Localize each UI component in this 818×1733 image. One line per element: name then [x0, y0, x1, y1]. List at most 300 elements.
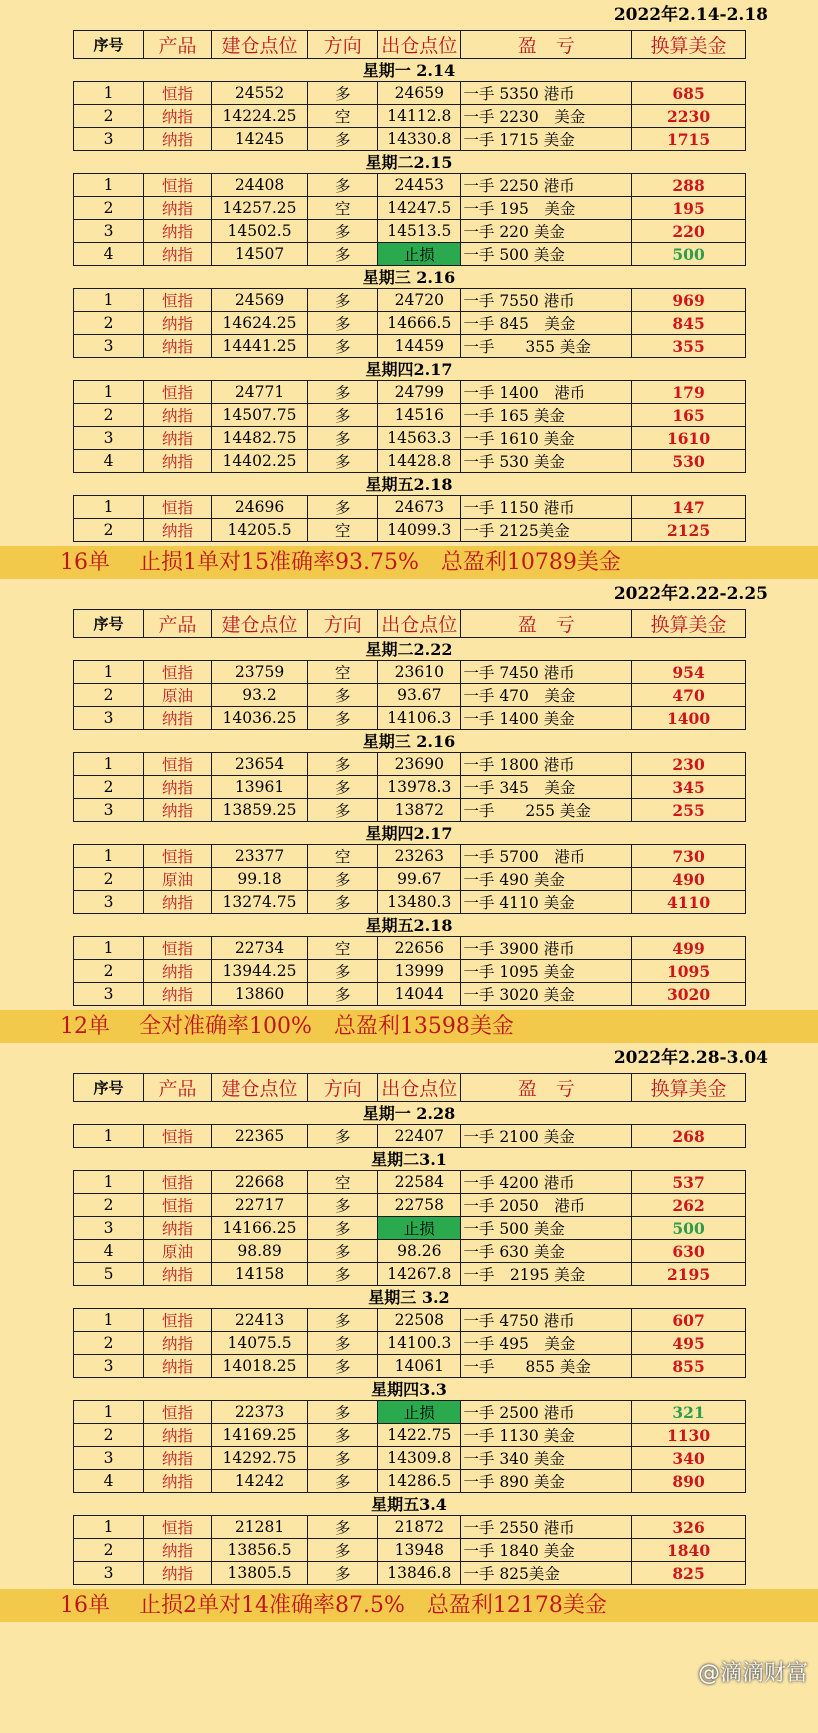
usd-cell: 969 [632, 289, 746, 312]
usd-cell: 685 [632, 82, 746, 105]
seq-cell: 3 [74, 1562, 144, 1585]
day-title: 星期一 2.14 [362, 61, 456, 80]
pl-cell: 一手 1400 美金 [461, 707, 632, 730]
trade-row [74, 128, 746, 151]
week-summary: 12单 全对准确率100% 总盈利13598美金 [0, 1010, 818, 1043]
usd-cell: 230 [632, 753, 746, 776]
usd-cell: 288 [632, 174, 746, 197]
trade-row [74, 1309, 746, 1332]
entry-cell: 14482.75 [211, 427, 307, 450]
seq-cell: 2 [74, 1424, 144, 1447]
seq-cell: 1 [74, 1125, 144, 1148]
entry-cell: 22413 [211, 1309, 307, 1332]
trade-row [74, 404, 746, 427]
day-title: 星期二2.15 [365, 153, 453, 172]
usd-cell: 825 [632, 1562, 746, 1585]
column-header: 盈 亏 [461, 610, 632, 638]
exit-cell: 23263 [378, 845, 461, 868]
trade-row [74, 1240, 746, 1263]
usd-cell: 355 [632, 335, 746, 358]
trade-row [74, 661, 746, 684]
direction-cell: 多 [308, 450, 378, 473]
week-summary: 16单 止损2单对14准确率87.5% 总盈利12178美金 [0, 1589, 818, 1622]
trade-row [74, 1125, 746, 1148]
product-cell: 恒指 [144, 1401, 212, 1424]
column-header: 出仓点位 [378, 1074, 461, 1102]
seq-cell: 3 [74, 220, 144, 243]
product-cell: 纳指 [144, 450, 212, 473]
day-table [73, 1170, 746, 1286]
direction-cell: 多 [308, 1309, 378, 1332]
entry-cell: 13961 [211, 776, 307, 799]
pl-cell: 一手 890 美金 [461, 1470, 632, 1493]
usd-cell: 255 [632, 799, 746, 822]
usd-cell: 1715 [632, 128, 746, 151]
exit-cell: 13872 [378, 799, 461, 822]
trade-row [74, 1217, 746, 1240]
usd-cell: 1840 [632, 1539, 746, 1562]
usd-cell: 4110 [632, 891, 746, 914]
pl-cell: 一手 3900 港币 [461, 937, 632, 960]
entry-cell: 14242 [211, 1470, 307, 1493]
usd-cell: 490 [632, 868, 746, 891]
entry-cell: 13805.5 [211, 1562, 307, 1585]
day-table [73, 173, 746, 266]
product-cell: 纳指 [144, 1470, 212, 1493]
day-title: 星期三 3.2 [368, 1288, 450, 1307]
entry-cell: 14158 [211, 1263, 307, 1286]
direction-cell: 多 [308, 1424, 378, 1447]
direction-cell: 多 [308, 128, 378, 151]
usd-cell: 220 [632, 220, 746, 243]
pl-cell: 一手 220 美金 [461, 220, 632, 243]
direction-cell: 多 [308, 1355, 378, 1378]
product-cell: 纳指 [144, 983, 212, 1006]
watermark: @滴滴财富 [697, 1661, 808, 1686]
usd-cell: 607 [632, 1309, 746, 1332]
trade-row [74, 1355, 746, 1378]
direction-cell: 多 [308, 1217, 378, 1240]
day-title: 星期四2.17 [365, 824, 453, 843]
day-title: 星期三 2.16 [362, 732, 456, 751]
trade-row [74, 983, 746, 1006]
product-cell: 恒指 [144, 1309, 212, 1332]
trade-row [74, 197, 746, 220]
week-section [0, 1043, 818, 1622]
seq-cell: 3 [74, 128, 144, 151]
column-header: 建仓点位 [211, 31, 307, 59]
product-cell: 纳指 [144, 1539, 212, 1562]
direction-cell: 多 [308, 312, 378, 335]
trade-row [74, 1401, 746, 1424]
trade-row [74, 105, 746, 128]
direction-cell: 多 [308, 1562, 378, 1585]
trade-row [74, 1424, 746, 1447]
pl-cell: 一手 1715 美金 [461, 128, 632, 151]
seq-cell: 1 [74, 845, 144, 868]
entry-cell: 21281 [211, 1516, 307, 1539]
direction-cell: 多 [308, 983, 378, 1006]
seq-cell: 2 [74, 960, 144, 983]
pl-cell: 一手 5350 港币 [461, 82, 632, 105]
exit-cell: 13999 [378, 960, 461, 983]
exit-cell: 93.67 [378, 684, 461, 707]
pl-cell: 一手 490 美金 [461, 868, 632, 891]
trade-row [74, 937, 746, 960]
column-header: 方向 [308, 1074, 378, 1102]
entry-cell: 22365 [211, 1125, 307, 1148]
day-table [73, 1400, 746, 1493]
exit-cell: 23610 [378, 661, 461, 684]
pl-cell: 一手 500 美金 [461, 243, 632, 266]
day-table [73, 81, 746, 151]
exit-cell: 14563.3 [378, 427, 461, 450]
pl-cell: 一手 5700 港币 [461, 845, 632, 868]
usd-cell: 268 [632, 1125, 746, 1148]
direction-cell: 多 [308, 799, 378, 822]
usd-cell: 195 [632, 197, 746, 220]
product-cell: 恒指 [144, 174, 212, 197]
product-cell: 恒指 [144, 937, 212, 960]
trade-row [74, 868, 746, 891]
entry-cell: 24552 [211, 82, 307, 105]
product-cell: 纳指 [144, 335, 212, 358]
trade-row [74, 1562, 746, 1585]
entry-cell: 23759 [211, 661, 307, 684]
entry-cell: 24408 [211, 174, 307, 197]
usd-cell: 1130 [632, 1424, 746, 1447]
seq-cell: 5 [74, 1263, 144, 1286]
pl-cell: 一手 7550 港币 [461, 289, 632, 312]
direction-cell: 多 [308, 427, 378, 450]
seq-cell: 4 [74, 1470, 144, 1493]
product-cell: 纳指 [144, 1447, 212, 1470]
entry-cell: 98.89 [211, 1240, 307, 1263]
pl-cell: 一手 1150 港币 [461, 496, 632, 519]
direction-cell: 多 [308, 496, 378, 519]
direction-cell: 多 [308, 1539, 378, 1562]
product-cell: 恒指 [144, 1171, 212, 1194]
seq-cell: 3 [74, 1447, 144, 1470]
exit-cell: 止损 [378, 243, 461, 266]
exit-cell: 13480.3 [378, 891, 461, 914]
column-header: 方向 [308, 31, 378, 59]
entry-cell: 24771 [211, 381, 307, 404]
pl-cell: 一手 2550 港币 [461, 1516, 632, 1539]
pl-cell: 一手 340 美金 [461, 1447, 632, 1470]
product-cell: 纳指 [144, 312, 212, 335]
entry-cell: 93.2 [211, 684, 307, 707]
direction-cell: 空 [308, 845, 378, 868]
entry-cell: 24696 [211, 496, 307, 519]
usd-cell: 500 [632, 243, 746, 266]
usd-cell: 340 [632, 1447, 746, 1470]
exit-cell: 14428.8 [378, 450, 461, 473]
pl-cell: 一手 4750 港币 [461, 1309, 632, 1332]
usd-cell: 470 [632, 684, 746, 707]
direction-cell: 多 [308, 220, 378, 243]
seq-cell: 1 [74, 289, 144, 312]
pl-cell: 一手 345 美金 [461, 776, 632, 799]
exit-cell: 1422.75 [378, 1424, 461, 1447]
seq-cell: 3 [74, 1355, 144, 1378]
entry-cell: 23654 [211, 753, 307, 776]
direction-cell: 多 [308, 960, 378, 983]
exit-cell: 22758 [378, 1194, 461, 1217]
pl-cell: 一手 2500 港币 [461, 1401, 632, 1424]
seq-cell: 4 [74, 1240, 144, 1263]
product-cell: 纳指 [144, 1355, 212, 1378]
week-section [0, 579, 818, 1043]
exit-cell: 24720 [378, 289, 461, 312]
seq-cell: 2 [74, 868, 144, 891]
entry-cell: 14507 [211, 243, 307, 266]
exit-cell: 14516 [378, 404, 461, 427]
entry-cell: 22734 [211, 937, 307, 960]
exit-cell: 13948 [378, 1539, 461, 1562]
pl-cell: 一手 825美金 [461, 1562, 632, 1585]
pl-cell: 一手 1095 美金 [461, 960, 632, 983]
usd-cell: 499 [632, 937, 746, 960]
pl-cell: 一手 165 美金 [461, 404, 632, 427]
entry-cell: 14441.25 [211, 335, 307, 358]
direction-cell: 多 [308, 381, 378, 404]
exit-cell: 止损 [378, 1217, 461, 1240]
direction-cell: 多 [308, 243, 378, 266]
pl-cell: 一手 470 美金 [461, 684, 632, 707]
product-cell: 纳指 [144, 799, 212, 822]
direction-cell: 多 [308, 776, 378, 799]
usd-cell: 345 [632, 776, 746, 799]
entry-cell: 14018.25 [211, 1355, 307, 1378]
day-title: 星期五3.4 [371, 1495, 447, 1514]
pl-cell: 一手 355 美金 [461, 335, 632, 358]
usd-cell: 845 [632, 312, 746, 335]
seq-cell: 1 [74, 661, 144, 684]
day-table [73, 288, 746, 358]
product-cell: 恒指 [144, 496, 212, 519]
day-table [73, 844, 746, 914]
seq-cell: 3 [74, 983, 144, 1006]
column-header: 出仓点位 [378, 610, 461, 638]
product-cell: 纳指 [144, 197, 212, 220]
trade-row [74, 1171, 746, 1194]
direction-cell: 多 [308, 289, 378, 312]
pl-cell: 一手 4200 港币 [461, 1171, 632, 1194]
trade-row [74, 381, 746, 404]
product-cell: 纳指 [144, 105, 212, 128]
day-title: 星期四3.3 [371, 1380, 447, 1399]
seq-cell: 2 [74, 105, 144, 128]
trade-row [74, 289, 746, 312]
seq-cell: 2 [74, 519, 144, 542]
product-cell: 纳指 [144, 427, 212, 450]
product-cell: 纳指 [144, 891, 212, 914]
trade-row [74, 1516, 746, 1539]
usd-cell: 954 [632, 661, 746, 684]
exit-cell: 14247.5 [378, 197, 461, 220]
product-cell: 纳指 [144, 776, 212, 799]
exit-cell: 24673 [378, 496, 461, 519]
product-cell: 原油 [144, 1240, 212, 1263]
trade-row [74, 496, 746, 519]
product-cell: 纳指 [144, 1217, 212, 1240]
pl-cell: 一手 530 美金 [461, 450, 632, 473]
trade-row [74, 1447, 746, 1470]
day-title: 星期五2.18 [365, 916, 453, 935]
entry-cell: 22717 [211, 1194, 307, 1217]
seq-cell: 4 [74, 243, 144, 266]
trade-row [74, 1332, 746, 1355]
seq-cell: 1 [74, 82, 144, 105]
day-table [73, 936, 746, 1006]
seq-cell: 2 [74, 1332, 144, 1355]
pl-cell: 一手 2050 港币 [461, 1194, 632, 1217]
seq-cell: 3 [74, 335, 144, 358]
entry-cell: 14205.5 [211, 519, 307, 542]
product-cell: 纳指 [144, 1424, 212, 1447]
seq-cell: 3 [74, 891, 144, 914]
seq-cell: 2 [74, 404, 144, 427]
direction-cell: 多 [308, 1470, 378, 1493]
pl-cell: 一手 195 美金 [461, 197, 632, 220]
exit-cell: 22656 [378, 937, 461, 960]
direction-cell: 空 [308, 661, 378, 684]
seq-cell: 2 [74, 197, 144, 220]
column-header: 建仓点位 [211, 1074, 307, 1102]
pl-cell: 一手 7450 港币 [461, 661, 632, 684]
direction-cell: 多 [308, 707, 378, 730]
column-header: 换算美金 [632, 610, 746, 638]
entry-cell: 14502.5 [211, 220, 307, 243]
direction-cell: 多 [308, 868, 378, 891]
seq-cell: 3 [74, 427, 144, 450]
seq-cell: 1 [74, 1516, 144, 1539]
product-cell: 纳指 [144, 1562, 212, 1585]
seq-cell: 1 [74, 381, 144, 404]
seq-cell: 1 [74, 753, 144, 776]
day-title: 星期三 2.16 [362, 268, 456, 287]
seq-cell: 2 [74, 312, 144, 335]
day-table [73, 1515, 746, 1585]
usd-cell: 262 [632, 1194, 746, 1217]
day-table [73, 1124, 746, 1148]
trade-row [74, 82, 746, 105]
usd-cell: 730 [632, 845, 746, 868]
exit-cell: 98.26 [378, 1240, 461, 1263]
trade-row [74, 1539, 746, 1562]
usd-cell: 2195 [632, 1263, 746, 1286]
exit-cell: 22584 [378, 1171, 461, 1194]
exit-cell: 21872 [378, 1516, 461, 1539]
exit-cell: 99.67 [378, 868, 461, 891]
day-table [73, 1308, 746, 1378]
trade-row [74, 335, 746, 358]
trade-row [74, 519, 746, 542]
product-cell: 纳指 [144, 707, 212, 730]
trade-row [74, 450, 746, 473]
product-cell: 恒指 [144, 1194, 212, 1217]
product-cell: 恒指 [144, 845, 212, 868]
direction-cell: 多 [308, 335, 378, 358]
day-title: 星期二2.22 [365, 640, 453, 659]
entry-cell: 13944.25 [211, 960, 307, 983]
usd-cell: 1095 [632, 960, 746, 983]
pl-cell: 一手 1610 美金 [461, 427, 632, 450]
direction-cell: 空 [308, 1171, 378, 1194]
entry-cell: 14036.25 [211, 707, 307, 730]
usd-cell: 147 [632, 496, 746, 519]
pl-cell: 一手 4110 美金 [461, 891, 632, 914]
column-header-row [73, 30, 746, 59]
trade-row [74, 1263, 746, 1286]
usd-cell: 630 [632, 1240, 746, 1263]
pl-cell: 一手 255 美金 [461, 799, 632, 822]
product-cell: 恒指 [144, 753, 212, 776]
trade-row [74, 427, 746, 450]
entry-cell: 14224.25 [211, 105, 307, 128]
exit-cell: 14513.5 [378, 220, 461, 243]
week-section [0, 0, 818, 579]
exit-cell: 14309.8 [378, 1447, 461, 1470]
product-cell: 纳指 [144, 243, 212, 266]
product-cell: 纳指 [144, 519, 212, 542]
pl-cell: 一手 1840 美金 [461, 1539, 632, 1562]
entry-cell: 13860 [211, 983, 307, 1006]
day-title: 星期五2.18 [365, 475, 453, 494]
pl-cell: 一手 500 美金 [461, 1217, 632, 1240]
date-range: 2022年2.22-2.25 [613, 584, 768, 604]
exit-cell: 24799 [378, 381, 461, 404]
direction-cell: 空 [308, 937, 378, 960]
seq-cell: 1 [74, 496, 144, 519]
usd-cell: 326 [632, 1516, 746, 1539]
seq-cell: 1 [74, 1309, 144, 1332]
product-cell: 纳指 [144, 960, 212, 983]
entry-cell: 14507.75 [211, 404, 307, 427]
day-title: 星期二3.1 [371, 1150, 447, 1169]
direction-cell: 多 [308, 1125, 378, 1148]
entry-cell: 13856.5 [211, 1539, 307, 1562]
pl-cell: 一手 3020 美金 [461, 983, 632, 1006]
product-cell: 原油 [144, 684, 212, 707]
trade-row [74, 1470, 746, 1493]
pl-cell: 一手 2195 美金 [461, 1263, 632, 1286]
column-header: 序号 [74, 31, 144, 59]
exit-cell: 14106.3 [378, 707, 461, 730]
pl-cell: 一手 1800 港币 [461, 753, 632, 776]
usd-cell: 500 [632, 1217, 746, 1240]
direction-cell: 多 [308, 1194, 378, 1217]
product-cell: 纳指 [144, 220, 212, 243]
product-cell: 纳指 [144, 128, 212, 151]
day-table [73, 495, 746, 542]
column-header: 换算美金 [632, 1074, 746, 1102]
usd-cell: 537 [632, 1171, 746, 1194]
trade-row [74, 220, 746, 243]
day-table [73, 660, 746, 730]
direction-cell: 多 [308, 1401, 378, 1424]
exit-cell: 14267.8 [378, 1263, 461, 1286]
entry-cell: 14245 [211, 128, 307, 151]
product-cell: 纳指 [144, 1263, 212, 1286]
usd-cell: 179 [632, 381, 746, 404]
product-cell: 恒指 [144, 381, 212, 404]
pl-cell: 一手 2230 美金 [461, 105, 632, 128]
exit-cell: 13846.8 [378, 1562, 461, 1585]
entry-cell: 99.18 [211, 868, 307, 891]
trade-row [74, 707, 746, 730]
